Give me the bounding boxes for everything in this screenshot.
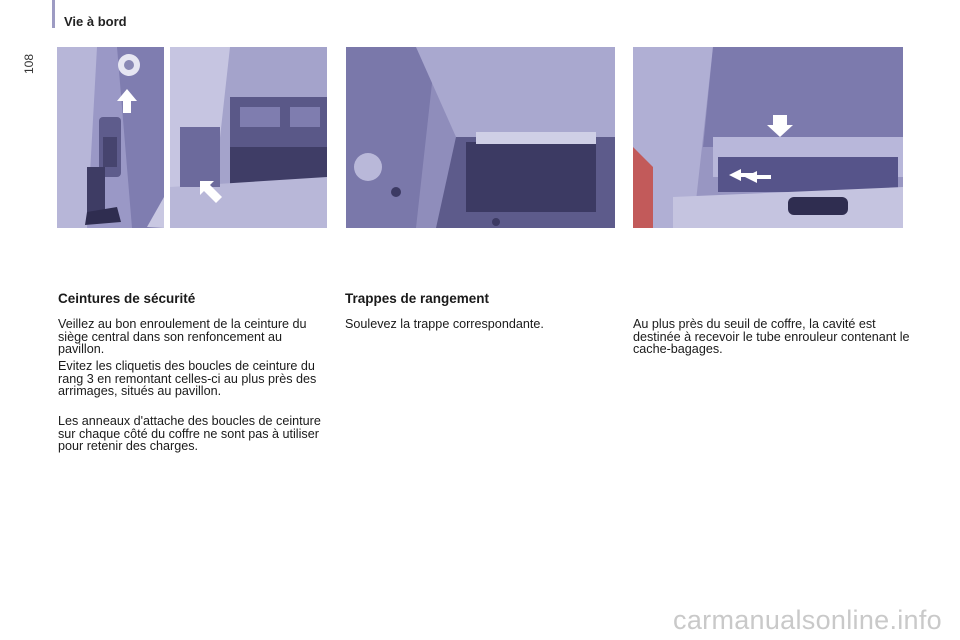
paragraph-seatbelt-rattle: Evitez les cliquetis des boucles de ceinture du rang 3 en remontant celles-ci au plus près des arrimages, situés au pavillon. (58, 359, 317, 398)
photo-storage-trap (346, 47, 615, 228)
heading-seatbelts: Ceintures de sécurité (58, 291, 196, 306)
paragraph-storage-lift: Soulevez la trappe correspondante. (345, 317, 544, 331)
heading-storage: Trappes de rangement (345, 291, 490, 306)
watermark: carmanualsonline.info (673, 605, 942, 635)
photo-boot-cavity (633, 47, 903, 228)
section-marker-bar (52, 0, 55, 28)
page-number: 108 (22, 53, 36, 74)
paragraph-seatbelt-rings: Les anneaux d'attache des boucles de ceinture sur chaque côté du coffre ne sont pas à utiliser pour retenir des charges. (58, 414, 321, 453)
paragraph-storage-cavity: Au plus près du seuil de coffre, la cavité est destinée à recevoir le tube enrouleur contenant le cache-bagages. (633, 317, 910, 356)
section-title: Vie à bord (64, 14, 127, 29)
paragraph-seatbelt-center: Veillez au bon enroulement de la ceinture du siège central dans son renfoncement au pavillon. (58, 317, 307, 356)
photo-seatbelt-boot (170, 47, 327, 228)
photo-seatbelt-anchor (57, 47, 164, 228)
